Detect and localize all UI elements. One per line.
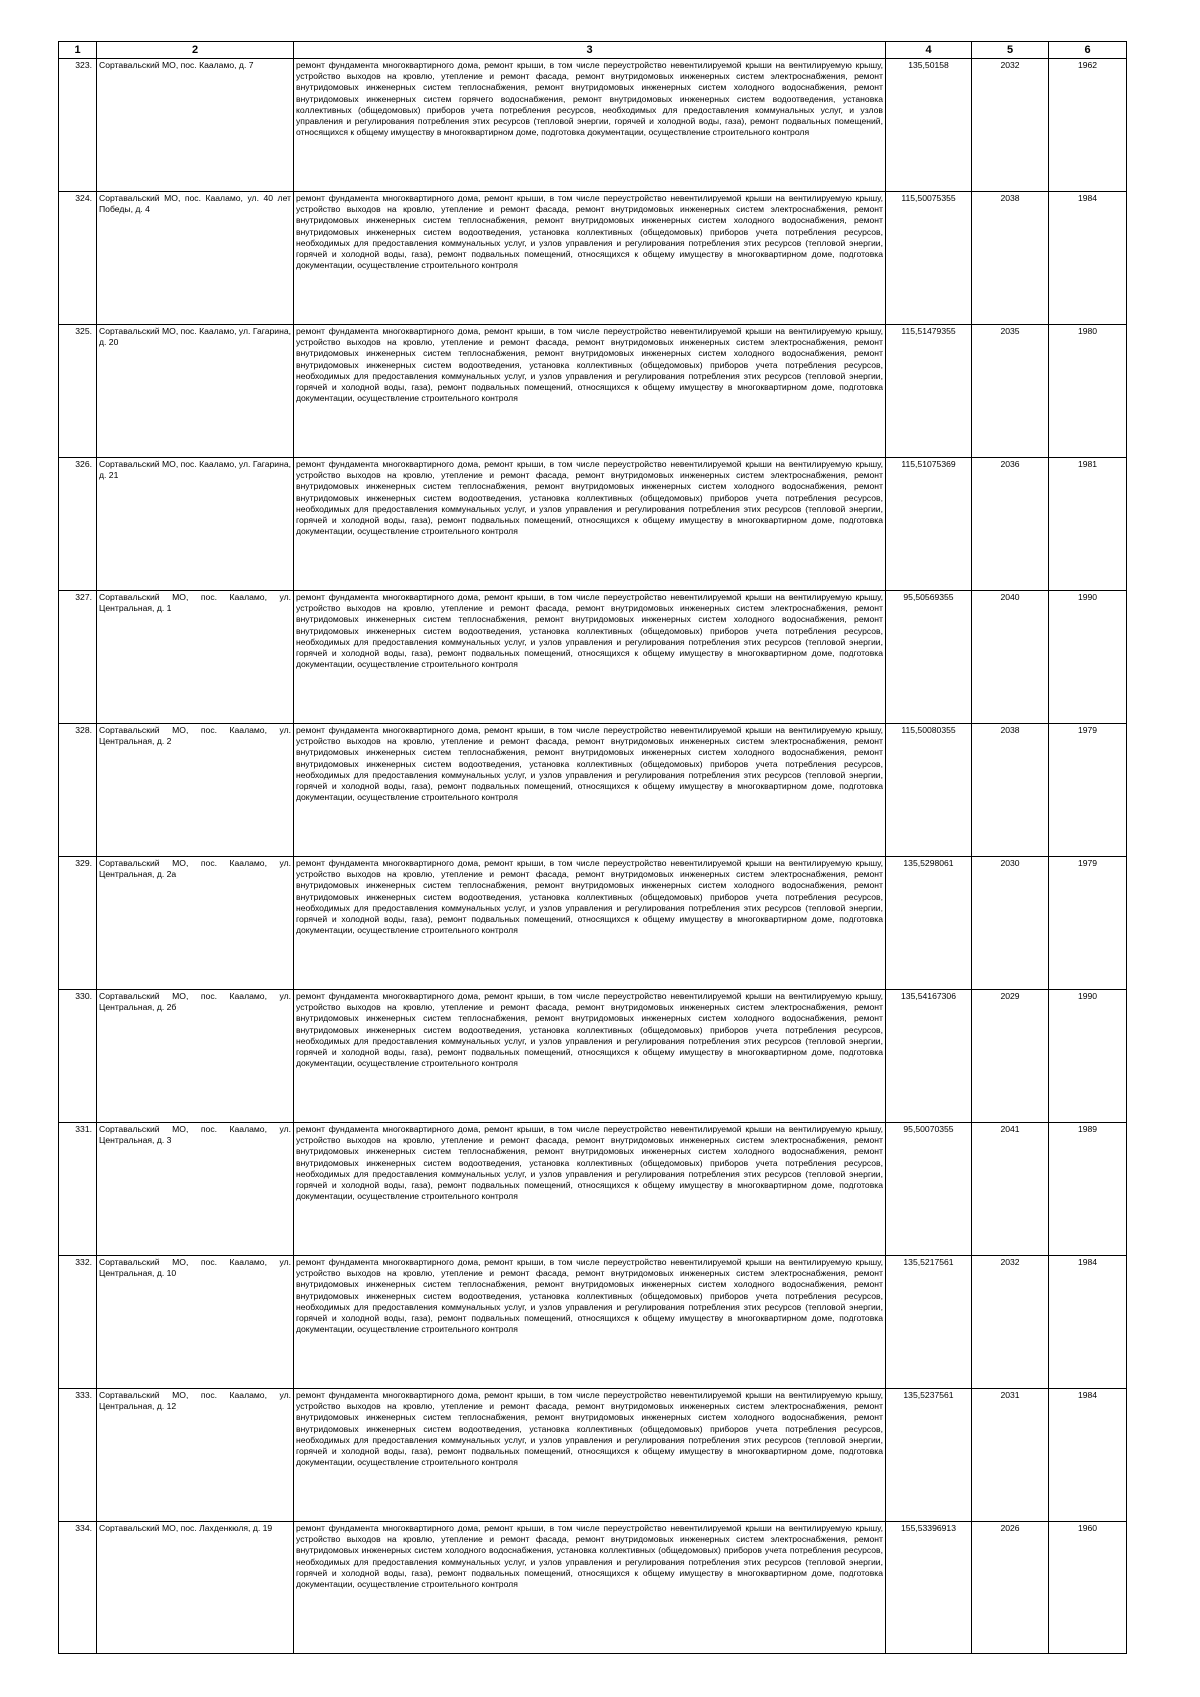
row-address: Сортавальский МО, пос. Лахденкюля, д. 19: [97, 1522, 294, 1654]
row-col-5: 2038: [972, 724, 1049, 857]
row-col-4: 95,50569355: [886, 591, 972, 724]
row-col-5: 2040: [972, 591, 1049, 724]
header-col-6: 6: [1049, 42, 1127, 59]
row-address: Сортавальский МО, пос. Кааламо, ул. Центральная, д. 2б: [97, 990, 294, 1123]
row-address: Сортавальский МО, пос. Кааламо, ул. Центральная, д. 10: [97, 1256, 294, 1389]
row-works: ремонт фундамента многоквартирного дома, ремонт крыши, в том числе переустройство невентилируемой крыши на вентилируемую крышу, устройство выходов на кровлю, утепление и ремонт фасада, ремонт внутридомовых инженерных систем электроснабжения, ремонт внутридомовых инженерных систем холодного водоснабжения, установка коллективных (общедомовых) приборов учета потребления ресурсов, необходимых для предоставления коммунальных услуг, и узлов управления и регулирования потребления этих ресурсов (тепловой энергии, горячей и холодной воды, газа), ремонт подвальных помещений, относящихся к общему имуществу в многоквартирном доме, подготовка документации, осуществление строительного контроля: [294, 1522, 886, 1654]
row-works: ремонт фундамента многоквартирного дома, ремонт крыши, в том числе переустройство невентилируемой крыши на вентилируемую крышу, устройство выходов на кровлю, утепление и ремонт фасада, ремонт внутридомовых инженерных систем электроснабжения, ремонт внутридомовых инженерных систем теплоснабжения, ремонт внутридомовых инженерных систем холодного водоснабжения, ремонт внутридомовых инженерных систем водоотведения, установка коллективных (общедомовых) приборов учета потребления ресурсов, необходимых для предоставления коммунальных услуг, и узлов управления и регулирования потребления этих ресурсов (тепловой энергии, горячей и холодной воды, газа), ремонт подвальных помещений, относящихся к общему имуществу в многоквартирном доме, подготовка документации, осуществление строительного контроля: [294, 1123, 886, 1256]
row-col-5: 2030: [972, 857, 1049, 990]
table-row: [59, 857, 1127, 990]
header-col-2: 2: [97, 42, 294, 59]
row-works: ремонт фундамента многоквартирного дома, ремонт крыши, в том числе переустройство невентилируемой крыши на вентилируемую крышу, устройство выходов на кровлю, утепление и ремонт фасада, ремонт внутридомовых инженерных систем электроснабжения, ремонт внутридомовых инженерных систем теплоснабжения, ремонт внутридомовых инженерных систем холодного водоснабжения, ремонт внутридомовых инженерных систем водоотведения, установка коллективных (общедомовых) приборов учета потребления ресурсов, необходимых для предоставления коммунальных услуг, и узлов управления и регулирования потребления этих ресурсов (тепловой энергии, горячей и холодной воды, газа), ремонт подвальных помещений, относящихся к общему имуществу в многоквартирном доме, подготовка документации, осуществление строительного контроля: [294, 990, 886, 1123]
row-number: 328.: [59, 724, 97, 857]
row-works: ремонт фундамента многоквартирного дома, ремонт крыши, в том числе переустройство невентилируемой крыши на вентилируемую крышу, устройство выходов на кровлю, утепление и ремонт фасада, ремонт внутридомовых инженерных систем электроснабжения, ремонт внутридомовых инженерных систем теплоснабжения, ремонт внутридомовых инженерных систем холодного водоснабжения, ремонт внутридомовых инженерных систем водоотведения, установка коллективных (общедомовых) приборов учета потребления ресурсов, необходимых для предоставления коммунальных услуг, и узлов управления и регулирования потребления этих ресурсов (тепловой энергии, горячей и холодной воды, газа), ремонт подвальных помещений, относящихся к общему имуществу в многоквартирном доме, подготовка документации, осуществление строительного контроля: [294, 1256, 886, 1389]
header-col-1: 1: [59, 42, 97, 59]
row-col-4: 115,51075369: [886, 458, 972, 591]
table-row: [59, 990, 1127, 1123]
row-col-6: 1979: [1049, 724, 1127, 857]
row-col-5: 2029: [972, 990, 1049, 1123]
repair-program-table: [58, 41, 1127, 1654]
table-row: [59, 724, 1127, 857]
row-col-4: 135,5298061: [886, 857, 972, 990]
row-address: Сортавальский МО, пос. Кааламо, ул. Гагарина, д. 20: [97, 325, 294, 458]
row-col-6: 1984: [1049, 192, 1127, 325]
header-col-3: 3: [294, 42, 886, 59]
row-works: ремонт фундамента многоквартирного дома, ремонт крыши, в том числе переустройство невентилируемой крыши на вентилируемую крышу, устройство выходов на кровлю, утепление и ремонт фасада, ремонт внутридомовых инженерных систем электроснабжения, ремонт внутридомовых инженерных систем теплоснабжения, ремонт внутридомовых инженерных систем холодного водоснабжения, ремонт внутридомовых инженерных систем водоотведения, установка коллективных (общедомовых) приборов учета потребления ресурсов, необходимых для предоставления коммунальных услуг, и узлов управления и регулирования потребления этих ресурсов (тепловой энергии, горячей и холодной воды, газа), ремонт подвальных помещений, относящихся к общему имуществу в многоквартирном доме, подготовка документации, осуществление строительного контроля: [294, 591, 886, 724]
row-col-6: 1990: [1049, 990, 1127, 1123]
row-col-5: 2036: [972, 458, 1049, 591]
table-row: [59, 1522, 1127, 1654]
header-row: [59, 42, 1127, 59]
row-number: 324.: [59, 192, 97, 325]
row-works: ремонт фундамента многоквартирного дома, ремонт крыши, в том числе переустройство невентилируемой крыши на вентилируемую крышу, устройство выходов на кровлю, утепление и ремонт фасада, ремонт внутридомовых инженерных систем электроснабжения, ремонт внутридомовых инженерных систем теплоснабжения, ремонт внутридомовых инженерных систем холодного водоснабжения, ремонт внутридомовых инженерных систем водоотведения, установка коллективных (общедомовых) приборов учета потребления ресурсов, необходимых для предоставления коммунальных услуг, и узлов управления и регулирования потребления этих ресурсов (тепловой энергии, горячей и холодной воды, газа), ремонт подвальных помещений, относящихся к общему имуществу в многоквартирном доме, подготовка документации, осуществление строительного контроля: [294, 192, 886, 325]
table-row: [59, 1123, 1127, 1256]
row-col-6: 1960: [1049, 1522, 1127, 1654]
row-col-4: 135,50158: [886, 59, 972, 192]
row-number: 331.: [59, 1123, 97, 1256]
document-page: [58, 41, 1126, 1654]
row-col-6: 1980: [1049, 325, 1127, 458]
row-col-6: 1984: [1049, 1256, 1127, 1389]
row-works: ремонт фундамента многоквартирного дома, ремонт крыши, в том числе переустройство невентилируемой крыши на вентилируемую крышу, устройство выходов на кровлю, утепление и ремонт фасада, ремонт внутридомовых инженерных систем электроснабжения, ремонт внутридомовых инженерных систем теплоснабжения, ремонт внутридомовых инженерных систем холодного водоснабжения, ремонт внутридомовых инженерных систем водоотведения, установка коллективных (общедомовых) приборов учета потребления ресурсов, необходимых для предоставления коммунальных услуг, и узлов управления и регулирования потребления этих ресурсов (тепловой энергии, горячей и холодной воды, газа), ремонт подвальных помещений, относящихся к общему имуществу в многоквартирном доме, подготовка документации, осуществление строительного контроля: [294, 857, 886, 990]
row-col-5: 2035: [972, 325, 1049, 458]
header-col-4: 4: [886, 42, 972, 59]
row-number: 329.: [59, 857, 97, 990]
row-col-6: 1990: [1049, 591, 1127, 724]
row-col-5: 2032: [972, 1256, 1049, 1389]
row-address: Сортавальский МО, пос. Кааламо, ул. Центральная, д. 1: [97, 591, 294, 724]
row-col-4: 115,51479355: [886, 325, 972, 458]
row-number: 332.: [59, 1256, 97, 1389]
row-number: 325.: [59, 325, 97, 458]
table-row: [59, 59, 1127, 192]
row-col-5: 2031: [972, 1389, 1049, 1522]
row-address: Сортавальский МО, пос. Кааламо, ул. 40 лет Победы, д. 4: [97, 192, 294, 325]
row-works: ремонт фундамента многоквартирного дома, ремонт крыши, в том числе переустройство невентилируемой крыши на вентилируемую крышу, устройство выходов на кровлю, утепление и ремонт фасада, ремонт внутридомовых инженерных систем электроснабжения, ремонт внутридомовых инженерных систем теплоснабжения, ремонт внутридомовых инженерных систем холодного водоснабжения, ремонт внутридомовых инженерных систем горячего водоснабжения, ремонт внутридомовых инженерных систем водоотведения, установка коллективных (общедомовых) приборов учета потребления ресурсов, необходимых для предоставления коммунальных услуг, и узлов управления и регулирования потребления этих ресурсов (тепловой энергии, горячей и холодной воды, газа), ремонт подвальных помещений, относящихся к общему имуществу в многоквартирном доме, подготовка документации, осуществление строительного контроля: [294, 59, 886, 192]
row-works: ремонт фундамента многоквартирного дома, ремонт крыши, в том числе переустройство невентилируемой крыши на вентилируемую крышу, устройство выходов на кровлю, утепление и ремонт фасада, ремонт внутридомовых инженерных систем электроснабжения, ремонт внутридомовых инженерных систем теплоснабжения, ремонт внутридомовых инженерных систем холодного водоснабжения, ремонт внутридомовых инженерных систем водоотведения, установка коллективных (общедомовых) приборов учета потребления ресурсов, необходимых для предоставления коммунальных услуг, и узлов управления и регулирования потребления этих ресурсов (тепловой энергии, горячей и холодной воды, газа), ремонт подвальных помещений, относящихся к общему имуществу в многоквартирном доме, подготовка документации, осуществление строительного контроля: [294, 325, 886, 458]
row-number: 330.: [59, 990, 97, 1123]
row-col-4: 115,50075355: [886, 192, 972, 325]
row-col-4: 135,5237561: [886, 1389, 972, 1522]
row-col-5: 2041: [972, 1123, 1049, 1256]
row-works: ремонт фундамента многоквартирного дома, ремонт крыши, в том числе переустройство невентилируемой крыши на вентилируемую крышу, устройство выходов на кровлю, утепление и ремонт фасада, ремонт внутридомовых инженерных систем электроснабжения, ремонт внутридомовых инженерных систем теплоснабжения, ремонт внутридомовых инженерных систем холодного водоснабжения, ремонт внутридомовых инженерных систем водоотведения, установка коллективных (общедомовых) приборов учета потребления ресурсов, необходимых для предоставления коммунальных услуг, и узлов управления и регулирования потребления этих ресурсов (тепловой энергии, горячей и холодной воды, газа), ремонт подвальных помещений, относящихся к общему имуществу в многоквартирном доме, подготовка документации, осуществление строительного контроля: [294, 724, 886, 857]
table-row: [59, 458, 1127, 591]
row-col-6: 1981: [1049, 458, 1127, 591]
row-number: 334.: [59, 1522, 97, 1654]
row-col-6: 1989: [1049, 1123, 1127, 1256]
table-row: [59, 1256, 1127, 1389]
row-col-6: 1984: [1049, 1389, 1127, 1522]
row-address: Сортавальский МО, пос. Кааламо, ул. Центральная, д. 2: [97, 724, 294, 857]
table-row: [59, 591, 1127, 724]
row-col-6: 1962: [1049, 59, 1127, 192]
row-works: ремонт фундамента многоквартирного дома, ремонт крыши, в том числе переустройство невентилируемой крыши на вентилируемую крышу, устройство выходов на кровлю, утепление и ремонт фасада, ремонт внутридомовых инженерных систем электроснабжения, ремонт внутридомовых инженерных систем теплоснабжения, ремонт внутридомовых инженерных систем холодного водоснабжения, ремонт внутридомовых инженерных систем водоотведения, установка коллективных (общедомовых) приборов учета потребления ресурсов, необходимых для предоставления коммунальных услуг, и узлов управления и регулирования потребления этих ресурсов (тепловой энергии, горячей и холодной воды, газа), ремонт подвальных помещений, относящихся к общему имуществу в многоквартирном доме, подготовка документации, осуществление строительного контроля: [294, 1389, 886, 1522]
row-col-5: 2032: [972, 59, 1049, 192]
row-col-4: 95,50070355: [886, 1123, 972, 1256]
row-col-5: 2026: [972, 1522, 1049, 1654]
row-address: Сортавальский МО, пос. Кааламо, ул. Центральная, д. 2а: [97, 857, 294, 990]
row-number: 333.: [59, 1389, 97, 1522]
row-col-4: 135,54167306: [886, 990, 972, 1123]
row-number: 326.: [59, 458, 97, 591]
row-col-6: 1979: [1049, 857, 1127, 990]
row-number: 327.: [59, 591, 97, 724]
table-row: [59, 325, 1127, 458]
row-col-5: 2038: [972, 192, 1049, 325]
row-address: Сортавальский МО, пос. Кааламо, д. 7: [97, 59, 294, 192]
row-address: Сортавальский МО, пос. Кааламо, ул. Гагарина, д. 21: [97, 458, 294, 591]
row-works: ремонт фундамента многоквартирного дома, ремонт крыши, в том числе переустройство невентилируемой крыши на вентилируемую крышу, устройство выходов на кровлю, утепление и ремонт фасада, ремонт внутридомовых инженерных систем электроснабжения, ремонт внутридомовых инженерных систем теплоснабжения, ремонт внутридомовых инженерных систем холодного водоснабжения, ремонт внутридомовых инженерных систем водоотведения, установка коллективных (общедомовых) приборов учета потребления ресурсов, необходимых для предоставления коммунальных услуг, и узлов управления и регулирования потребления этих ресурсов (тепловой энергии, горячей и холодной воды, газа), ремонт подвальных помещений, относящихся к общему имуществу в многоквартирном доме, подготовка документации, осуществление строительного контроля: [294, 458, 886, 591]
row-address: Сортавальский МО, пос. Кааламо, ул. Центральная, д. 12: [97, 1389, 294, 1522]
row-col-4: 135,5217561: [886, 1256, 972, 1389]
row-col-4: 115,50080355: [886, 724, 972, 857]
table-row: [59, 192, 1127, 325]
row-address: Сортавальский МО, пос. Кааламо, ул. Центральная, д. 3: [97, 1123, 294, 1256]
table-row: [59, 1389, 1127, 1522]
header-col-5: 5: [972, 42, 1049, 59]
row-number: 323.: [59, 59, 97, 192]
row-col-4: 155,53396913: [886, 1522, 972, 1654]
